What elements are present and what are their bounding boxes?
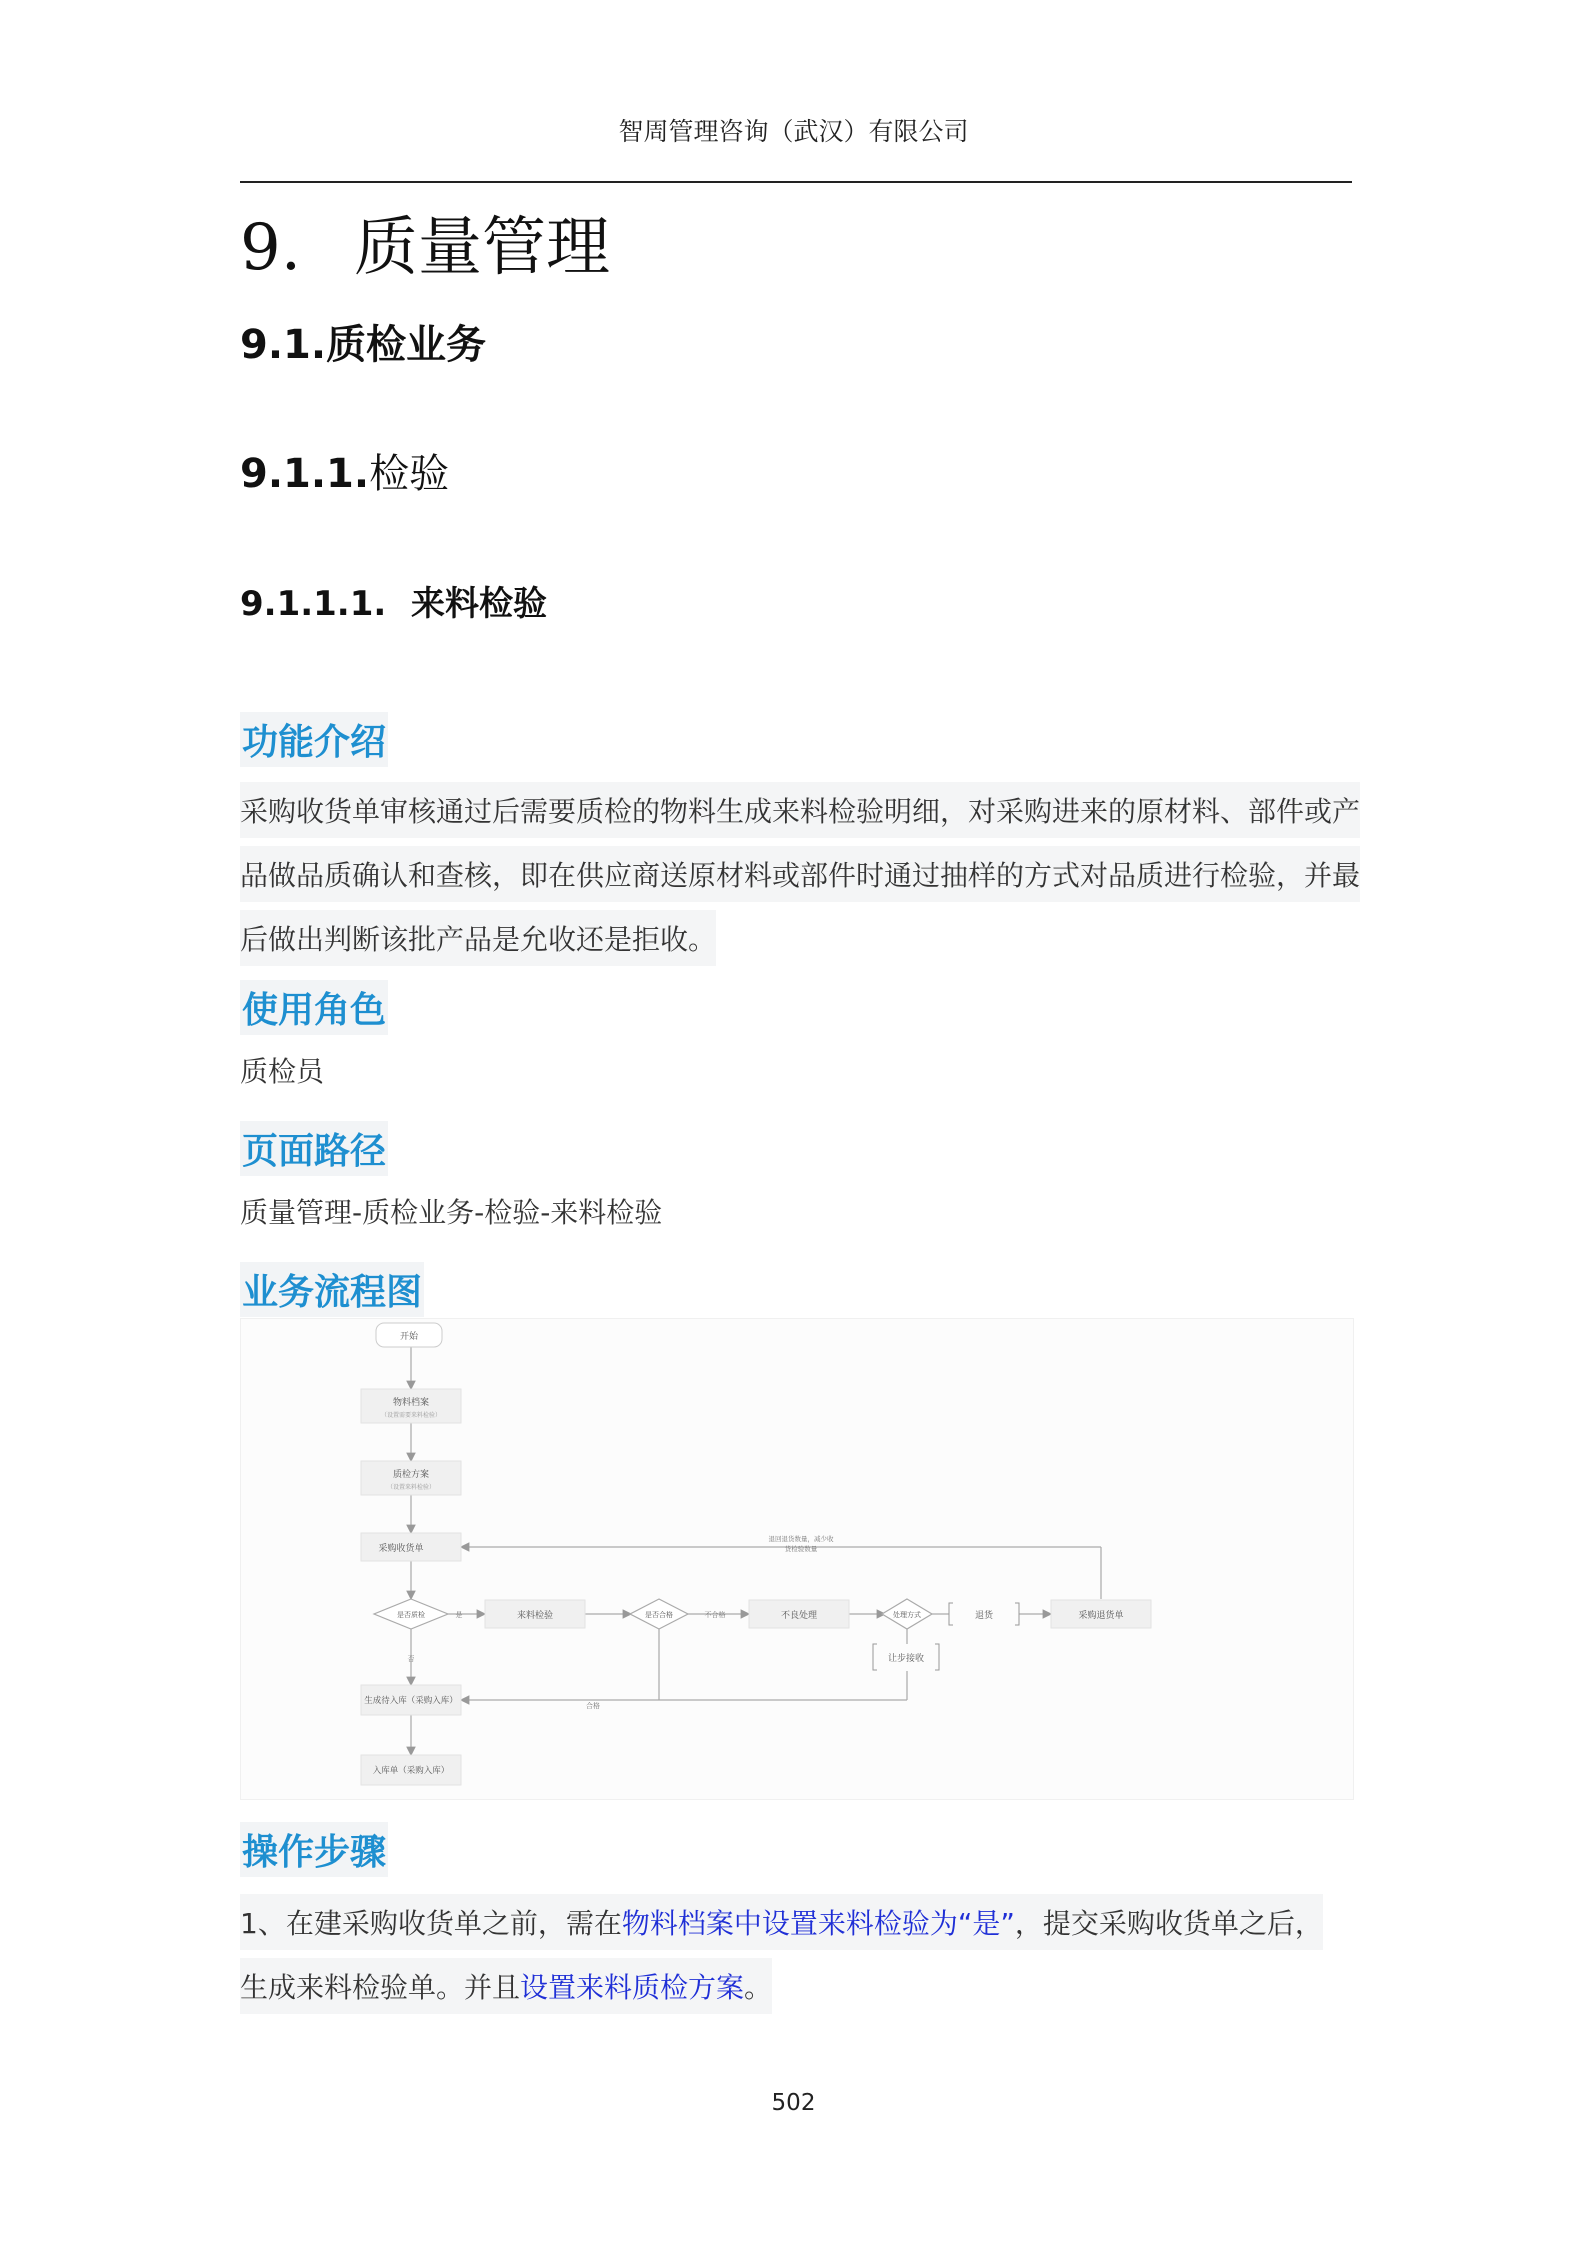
running-header: 智周管理咨询（武汉）有限公司 — [618, 117, 969, 146]
roles-text: 质检员 — [240, 1055, 325, 1088]
node-need-check: 是否质检 — [397, 1611, 425, 1619]
chapter-title: 质量管理 — [354, 211, 610, 285]
page-path-text: 质量管理-质检业务-检验-来料检验 — [240, 1196, 663, 1229]
operation-steps-heading: 操作步骤 — [240, 1822, 388, 1877]
edge-label-feedback-1: 退回退货数量，减少收 — [768, 1535, 834, 1543]
function-intro-line-1: 采购收货单审核通过后需要质检的物料生成来料检验明细，对采购进来的原材料、部件或产 — [240, 782, 1360, 838]
subsubsection-heading — [240, 576, 547, 625]
subsubsection-title: 来料检验 — [411, 584, 547, 624]
function-intro-line-2: 品做品质确认和查核，即在供应商送原材料或部件时通过抽样的方式对品质进行检验，并最 — [240, 846, 1360, 902]
edge-label-unqualified: 不合格 — [704, 1611, 726, 1619]
material-archive-link[interactable]: 物料档案中设置来料检验为“是” — [621, 1907, 1015, 1940]
node-purchase-return: 采购退货单 — [1078, 1611, 1124, 1621]
node-nonconform: 不良处理 — [780, 1611, 818, 1621]
chapter-heading — [240, 196, 610, 288]
node-concession: 让步接收 — [887, 1654, 925, 1664]
node-inbound: 入库单（采购入库） — [372, 1766, 450, 1776]
subsubsection-number: 9.1.1.1. — [240, 584, 387, 624]
operation-step-line-2: 生成来料检验单。并且设置来料质检方案。 — [240, 1958, 772, 2014]
node-qualified: 是否合格 — [645, 1611, 673, 1619]
section-heading — [240, 313, 486, 370]
edge-label-no: 否 — [407, 1655, 415, 1663]
node-return: 退货 — [974, 1611, 994, 1621]
page-path-heading: 页面路径 — [240, 1121, 388, 1176]
edge-label-qualified: 合格 — [586, 1702, 600, 1710]
header-divider — [240, 181, 1352, 183]
function-intro-heading: 功能介绍 — [240, 712, 388, 767]
edge-label-feedback-2: 货检验数量 — [784, 1545, 818, 1553]
node-material-note: （设置需要来料检验） — [380, 1412, 442, 1419]
flowchart-svg — [241, 1319, 1353, 1799]
node-start: 开始 — [399, 1332, 419, 1342]
node-material: 物料档案 — [392, 1398, 430, 1408]
quality-plan-link[interactable]: 设置来料质检方案 — [520, 1971, 745, 2004]
node-receipt: 采购收货单 — [378, 1544, 424, 1554]
node-incoming: 来料检验 — [516, 1611, 554, 1621]
node-pending-inbound: 生成待入库（采购入库） — [364, 1696, 458, 1706]
flowchart-heading: 业务流程图 — [240, 1262, 424, 1317]
section-number: 9.1. — [240, 322, 327, 368]
page-number: 502 — [771, 2090, 816, 2116]
operation-step-line-1: 1、在建采购收货单之前，需在物料档案中设置来料检验为“是”，提交采购收货单之后， — [240, 1894, 1323, 1950]
node-plan: 质检方案 — [392, 1470, 430, 1480]
node-plan-note: （设置来料检验） — [386, 1484, 436, 1491]
business-flowchart — [240, 1318, 1354, 1800]
edge-label-yes: 是 — [455, 1611, 463, 1619]
subsection-heading — [240, 442, 449, 499]
section-title: 质检业务 — [326, 322, 487, 368]
chapter-number: 9. — [240, 211, 302, 285]
function-intro-line-3: 后做出判断该批产品是允收还是拒收。 — [240, 910, 716, 966]
subsection-number: 9.1.1. — [240, 451, 370, 497]
subsection-title: 检验 — [369, 451, 450, 497]
node-method: 处理方式 — [893, 1611, 921, 1619]
roles-heading: 使用角色 — [240, 980, 388, 1035]
